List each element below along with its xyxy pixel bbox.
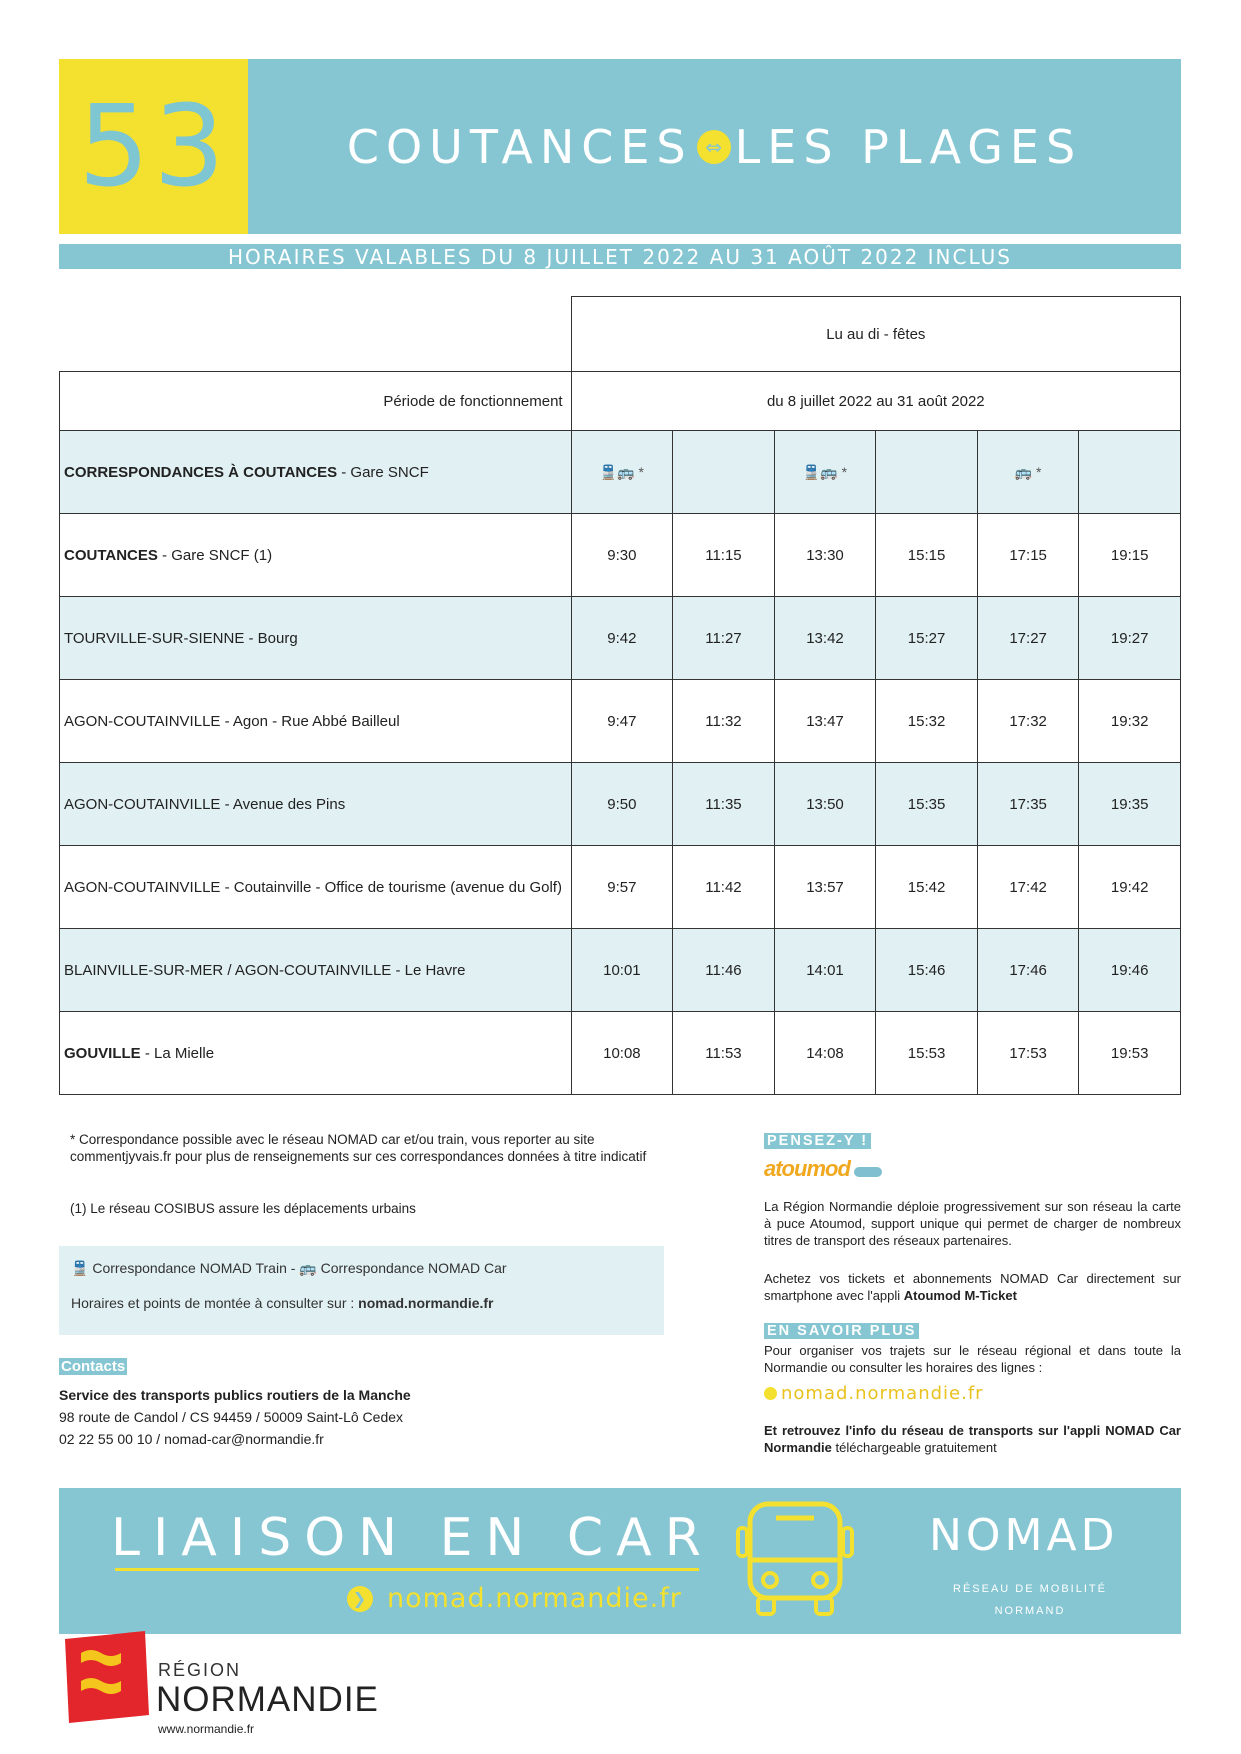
bus-icon: 🚌 * (977, 431, 1079, 514)
time-cell: 15:46 (876, 929, 978, 1012)
legend-link[interactable]: nomad.normandie.fr (358, 1295, 494, 1311)
table-row (60, 846, 1181, 929)
time-cell: 15:53 (876, 1012, 978, 1095)
legend-line: 🚆 Correspondance NOMAD Train - 🚌 Correspondance NOMAD Car (71, 1260, 507, 1276)
normandie-label: NORMANDIE (156, 1680, 379, 1719)
legend-box (59, 1246, 664, 1335)
nomad-logo: NOMAD (929, 1510, 1119, 1561)
days-cell: Lu au di - fêtes (571, 297, 1180, 372)
normandie-flag-icon (59, 1631, 151, 1723)
route-to: LES PLAGES (734, 119, 1083, 174)
time-cell: 17:53 (977, 1012, 1079, 1095)
time-cell: 17:32 (977, 680, 1079, 763)
correspondances-row (60, 431, 1181, 514)
retrouvez-paragraph: Et retrouvez l'info du réseau de transports sur l'appli NOMAD Car Normandie téléchargeable gratuitement (764, 1423, 1181, 1455)
table-row (60, 597, 1181, 680)
time-cell: 19:42 (1079, 846, 1181, 929)
time-cell: 13:30 (774, 514, 876, 597)
time-cell: 11:32 (673, 680, 775, 763)
train-bus-icon: 🚆🚌 * (571, 431, 673, 514)
cosibus-note: (1) Le réseau COSIBUS assure les déplacements urbains (70, 1201, 416, 1216)
nomad-subtitle: RÉSEAU DE MOBILITÉ NORMAND (953, 1583, 1107, 1617)
contacts-service: Service des transports publics routiers de la Manche (59, 1387, 411, 1403)
region-website[interactable]: www.normandie.fr (158, 1722, 255, 1736)
time-cell: 10:08 (571, 1012, 673, 1095)
time-cell: 15:35 (876, 763, 978, 846)
time-cell: 15:27 (876, 597, 978, 680)
table-header-days (60, 297, 1181, 372)
period-label: Période de fonctionnement (60, 372, 572, 431)
bottom-banner (59, 1488, 1181, 1634)
correspondance-cell (1079, 431, 1181, 514)
time-cell: 17:15 (977, 514, 1079, 597)
right-link[interactable]: nomad.normandie.fr (764, 1383, 984, 1404)
timetable (59, 296, 1181, 1095)
time-cell: 15:42 (876, 846, 978, 929)
correspondance-cell (673, 431, 775, 514)
time-cell: 19:53 (1079, 1012, 1181, 1095)
line-number-box (59, 59, 248, 234)
time-cell: 14:08 (774, 1012, 876, 1095)
time-cell: 14:01 (774, 929, 876, 1012)
time-cell: 13:57 (774, 846, 876, 929)
savoir-tag: EN SAVOIR PLUS (764, 1322, 919, 1340)
stop-name: GOUVILLE - La Mielle (60, 1012, 572, 1095)
time-cell: 19:32 (1079, 680, 1181, 763)
direction-arrow-icon: ⇔ (697, 130, 731, 164)
table-row (60, 763, 1181, 846)
time-cell: 11:27 (673, 597, 775, 680)
savoir-paragraph: Pour organiser vos trajets sur le réseau régional et dans toute la Normandie ou consulter les horaires des lignes : (764, 1343, 1181, 1375)
table-row (60, 514, 1181, 597)
time-cell: 9:42 (571, 597, 673, 680)
line-number: 53 (78, 81, 229, 212)
time-cell: 10:01 (571, 929, 673, 1012)
liaison-title: LIAISON EN CAR (111, 1508, 714, 1568)
arrow-icon: ❯ (347, 1586, 373, 1612)
route-title-band (248, 59, 1181, 234)
route-from: COUTANCES (346, 119, 693, 174)
time-cell: 17:46 (977, 929, 1079, 1012)
time-cell: 19:15 (1079, 514, 1181, 597)
contacts-phone-mail: 02 22 55 00 10 / nomad-car@normandie.fr (59, 1431, 324, 1447)
table-row (60, 680, 1181, 763)
contacts-label: Contacts (61, 1358, 126, 1375)
time-cell: 17:42 (977, 846, 1079, 929)
stop-name: TOURVILLE-SUR-SIENNE - Bourg (60, 597, 572, 680)
validity-banner: HORAIRES VALABLES DU 8 JUILLET 2022 AU 31 AOÛT 2022 INCLUS (59, 244, 1181, 269)
correspondances-label: CORRESPONDANCES À COUTANCES - Gare SNCF (60, 431, 572, 514)
correspondance-cell (876, 431, 978, 514)
time-cell: 9:47 (571, 680, 673, 763)
time-cell: 13:42 (774, 597, 876, 680)
contacts-address: 98 route de Candol / CS 94459 / 50009 Saint-Lô Cedex (59, 1409, 404, 1425)
pensez-tag: PENSEZ-Y ! (764, 1132, 871, 1150)
time-cell: 19:46 (1079, 929, 1181, 1012)
time-cell: 11:35 (673, 763, 775, 846)
train-bus-icon: 🚆🚌 * (774, 431, 876, 514)
arrow-icon (764, 1387, 777, 1400)
period-value: du 8 juillet 2022 au 31 août 2022 (571, 372, 1180, 431)
time-cell: 9:30 (571, 514, 673, 597)
time-cell: 11:53 (673, 1012, 775, 1095)
bus-icon: 🚌 (299, 1260, 317, 1276)
table-row (60, 1012, 1181, 1095)
time-cell: 13:50 (774, 763, 876, 846)
buy-paragraph: Achetez vos tickets et abonnements NOMAD Car directement sur smartphone avec l'appli Atoumod M-Ticket (764, 1271, 1181, 1303)
time-cell: 11:42 (673, 846, 775, 929)
time-cell: 17:35 (977, 763, 1079, 846)
time-cell: 15:32 (876, 680, 978, 763)
atoumod-paragraph: La Région Normandie déploie progressivement sur son réseau la carte à puce Atoumod, support unique qui permet de charger de nombreux titres de transport des réseaux partenaires. (764, 1199, 1181, 1248)
time-cell: 19:27 (1079, 597, 1181, 680)
time-cell: 19:35 (1079, 763, 1181, 846)
stop-name: AGON-COUTAINVILLE - Avenue des Pins (60, 763, 572, 846)
asterisk-note: * Correspondance possible avec le réseau NOMAD car et/ou train, vous reporter au site commentjyvais.fr pour plus de renseignements sur ces correspondances données à titre indicatif (70, 1132, 647, 1164)
table-row (60, 929, 1181, 1012)
bus-icon (736, 1498, 854, 1622)
time-cell: 15:15 (876, 514, 978, 597)
time-cell: 11:46 (673, 929, 775, 1012)
time-cell: 17:27 (977, 597, 1079, 680)
stop-name: COUTANCES - Gare SNCF (1) (60, 514, 572, 597)
banner-link[interactable]: ❯ nomad.normandie.fr (347, 1583, 682, 1614)
stop-name: BLAINVILLE-SUR-MER / AGON-COUTAINVILLE - Le Havre (60, 929, 572, 1012)
time-cell: 13:47 (774, 680, 876, 763)
time-cell: 9:57 (571, 846, 673, 929)
route-title (347, 120, 1082, 174)
time-cell: 9:50 (571, 763, 673, 846)
atoumod-logo: atoumod (764, 1156, 909, 1178)
stop-name: AGON-COUTAINVILLE - Coutainville - Office de tourisme (avenue du Golf) (60, 846, 572, 929)
time-cell: 11:15 (673, 514, 775, 597)
table-header-period (60, 372, 1181, 431)
stop-name: AGON-COUTAINVILLE - Agon - Rue Abbé Bailleul (60, 680, 572, 763)
train-icon: 🚆 (71, 1260, 89, 1276)
region-label: RÉGION (158, 1660, 242, 1680)
liaison-underline (115, 1568, 699, 1571)
legend-consult: Horaires et points de montée à consulter sur : nomad.normandie.fr (71, 1295, 494, 1311)
contacts-body (59, 1384, 411, 1450)
